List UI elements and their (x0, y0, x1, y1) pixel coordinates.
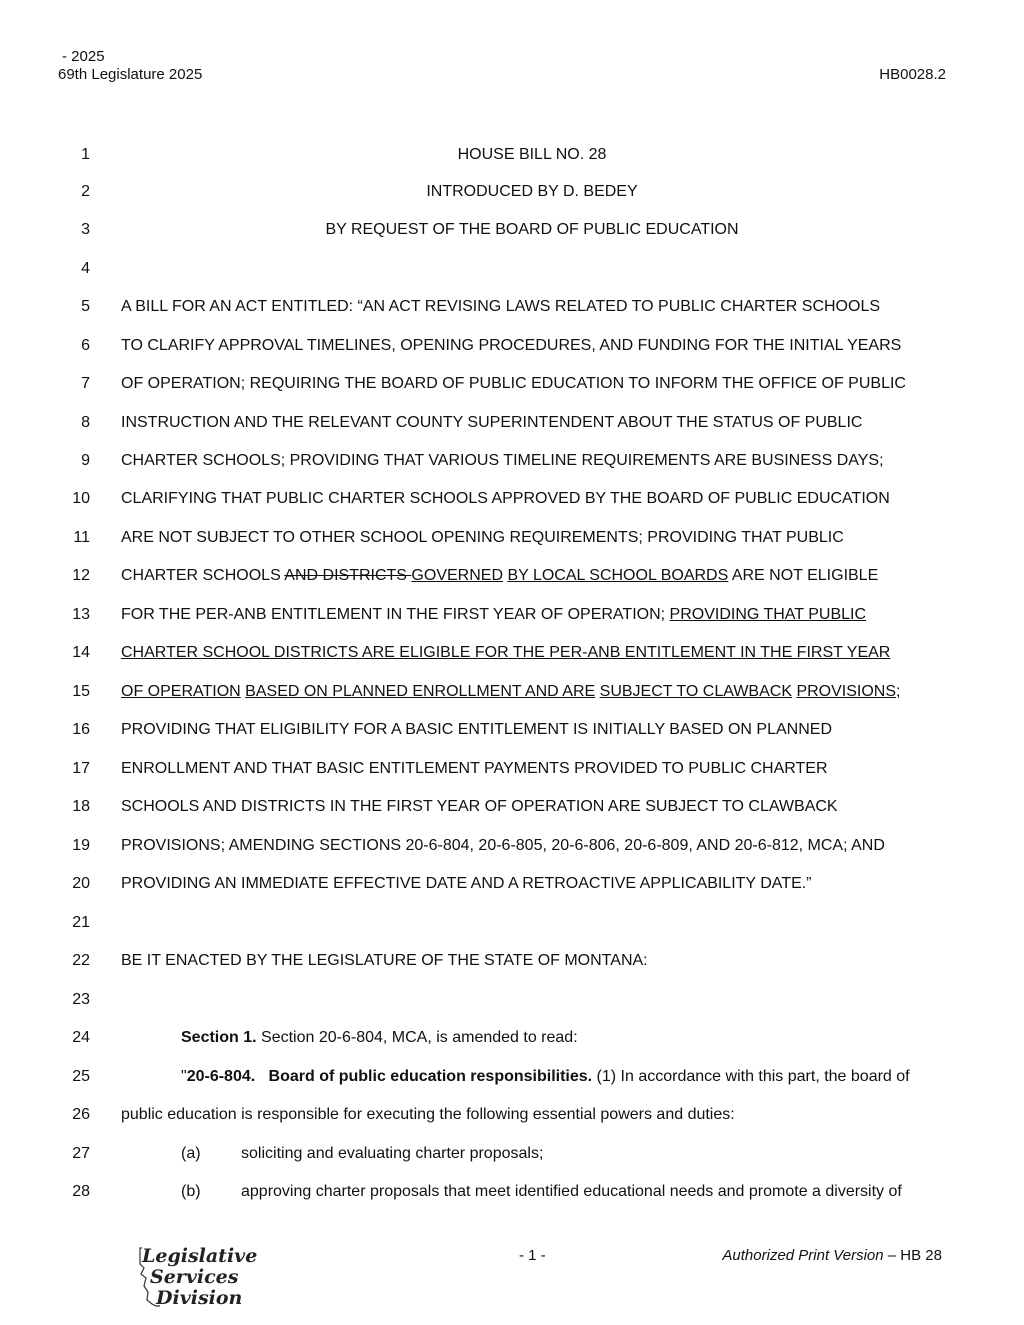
line-text (121, 566, 878, 586)
inserted-text: PROVISIONS; (796, 683, 901, 700)
statute-heading (181, 1067, 910, 1087)
line-text: INSTRUCTION AND THE RELEVANT COUNTY SUPERINTENDENT ABOUT THE STATUS OF PUBLIC (121, 414, 863, 431)
line-text: OF OPERATION; REQUIRING THE BOARD OF PUBLIC EDUCATION TO INFORM THE OFFICE OF PUBLIC (121, 375, 906, 392)
text-run: (1) In accordance with this part, the board of (592, 1068, 910, 1085)
line-number: 25 (72, 1068, 90, 1085)
line-number: 14 (72, 644, 90, 661)
text-run: ARE NOT ELIGIBLE (728, 567, 879, 584)
inserted-text: BY LOCAL SCHOOL BOARDS (507, 567, 729, 584)
line-text: PROVIDING AN IMMEDIATE EFFECTIVE DATE AND A RETROACTIVE APPLICABILITY DATE.” (121, 875, 812, 892)
line-text: SCHOOLS AND DISTRICTS IN THE FIRST YEAR OF OPERATION ARE SUBJECT TO CLAWBACK (121, 798, 838, 815)
line-text (121, 643, 890, 663)
line-1 (0, 145, 1024, 183)
text-run: soliciting and evaluating charter proposals; (241, 1145, 544, 1162)
line-2 (0, 182, 1024, 220)
legislative-services-logo (132, 1244, 258, 1314)
list-item (181, 1182, 902, 1202)
line-number: 5 (81, 298, 90, 315)
line-23 (0, 990, 1024, 1028)
text-run: CHARTER SCHOOLS (121, 567, 285, 584)
line-9 (0, 451, 1024, 489)
statute-title: 20-6-804. Board of public education responsibilities. (186, 1068, 593, 1085)
text-run: approving charter proposals that meet identified educational needs and promote a diversity of (241, 1183, 902, 1200)
line-number: 8 (81, 414, 90, 431)
line-text: BE IT ENACTED BY THE LEGISLATURE OF THE STATE OF MONTANA: (121, 952, 648, 969)
line-number: 4 (81, 260, 90, 277)
line-number: 23 (72, 991, 90, 1008)
inserted-text: SUBJECT TO CLAWBACK (599, 683, 792, 700)
line-20 (0, 874, 1024, 912)
logo-line-2: Services (150, 1266, 239, 1288)
line-text: TO CLARIFY APPROVAL TIMELINES, OPENING PROCEDURES, AND FUNDING FOR THE INITIAL YEARS (121, 337, 902, 354)
line-10 (0, 489, 1024, 527)
line-21 (0, 913, 1024, 951)
line-28 (0, 1182, 1024, 1220)
line-number: 19 (72, 837, 90, 854)
line-12 (0, 566, 1024, 604)
header-year-tag: - 2025 (62, 48, 105, 65)
line-number: 22 (72, 952, 90, 969)
line-number: 16 (72, 721, 90, 738)
line-27 (0, 1144, 1024, 1182)
text-run: " (181, 1068, 187, 1085)
text-run: FOR THE PER-ANB ENTITLEMENT IN THE FIRST YEAR OF OPERATION; (121, 606, 670, 623)
line-number: 28 (72, 1183, 90, 1200)
section-label: Section 1. (181, 1029, 257, 1046)
line-number: 18 (72, 798, 90, 815)
line-22 (0, 951, 1024, 989)
line-6 (0, 336, 1024, 374)
line-text: A BILL FOR AN ACT ENTITLED: “AN ACT REVISING LAWS RELATED TO PUBLIC CHARTER SCHOOLS (121, 298, 881, 315)
line-number: 27 (72, 1145, 90, 1162)
logo-line-3: Division (156, 1287, 243, 1309)
list-label: (a) (181, 1145, 201, 1162)
line-text: public education is responsible for executing the following essential powers and duties: (121, 1106, 735, 1123)
line-number: 24 (72, 1029, 90, 1046)
line-13 (0, 605, 1024, 643)
request-line: BY REQUEST OF THE BOARD OF PUBLIC EDUCATION (325, 221, 739, 238)
line-24 (0, 1028, 1024, 1066)
line-number: 17 (72, 760, 90, 777)
inserted-text: PROVIDING THAT PUBLIC (669, 606, 867, 623)
line-number: 1 (81, 146, 90, 163)
list-item (181, 1144, 543, 1164)
line-number: 13 (72, 606, 90, 623)
line-number: 10 (72, 490, 90, 507)
inserted-text: GOVERNED (411, 567, 503, 584)
line-text (121, 682, 900, 702)
line-number: 15 (72, 683, 90, 700)
line-15 (0, 682, 1024, 720)
section-heading (181, 1028, 578, 1048)
line-19 (0, 836, 1024, 874)
line-number: 7 (81, 375, 90, 392)
auth-italic: Authorized Print Version (722, 1247, 884, 1264)
line-7 (0, 374, 1024, 412)
line-text: PROVIDING THAT ELIGIBILITY FOR A BASIC ENTITLEMENT IS INITIALLY BASED ON PLANNED (121, 721, 833, 738)
line-3 (0, 220, 1024, 258)
line-text: PROVISIONS; AMENDING SECTIONS 20-6-804, 20-6-805, 20-6-806, 20-6-809, AND 20-6-812, MCA; AND (121, 837, 885, 854)
line-number: 26 (72, 1106, 90, 1123)
line-number: 11 (73, 529, 90, 546)
line-number: 21 (72, 914, 90, 931)
line-26 (0, 1105, 1024, 1143)
inserted-text: OF OPERATION (121, 683, 241, 700)
line-text (121, 605, 866, 625)
line-number: 2 (81, 183, 90, 200)
line-number: 12 (72, 567, 90, 584)
authorized-print-version (722, 1247, 942, 1264)
line-11 (0, 528, 1024, 566)
line-text: ENROLLMENT AND THAT BASIC ENTITLEMENT PAYMENTS PROVIDED TO PUBLIC CHARTER (121, 760, 828, 777)
list-label: (b) (181, 1183, 201, 1200)
line-17 (0, 759, 1024, 797)
line-text: ARE NOT SUBJECT TO OTHER SCHOOL OPENING REQUIREMENTS; PROVIDING THAT PUBLIC (121, 529, 844, 546)
line-4 (0, 259, 1024, 297)
struck-text: AND DISTRICTS (284, 567, 412, 584)
auth-rest: – HB 28 (883, 1247, 942, 1264)
line-8 (0, 413, 1024, 451)
line-text: CHARTER SCHOOLS; PROVIDING THAT VARIOUS TIMELINE REQUIREMENTS ARE BUSINESS DAYS; (121, 452, 884, 469)
line-16 (0, 720, 1024, 758)
line-number: 6 (81, 337, 90, 354)
line-text: CLARIFYING THAT PUBLIC CHARTER SCHOOLS APPROVED BY THE BOARD OF PUBLIC EDUCATION (121, 490, 890, 507)
line-18 (0, 797, 1024, 835)
inserted-text: CHARTER SCHOOL DISTRICTS ARE ELIGIBLE FOR THE PER-ANB ENTITLEMENT IN THE FIRST YEAR (121, 644, 891, 661)
line-number: 20 (72, 875, 90, 892)
page-number: - 1 - (519, 1247, 546, 1264)
bill-title: HOUSE BILL NO. 28 (457, 146, 607, 163)
line-5 (0, 297, 1024, 335)
line-14 (0, 643, 1024, 681)
logo-line-1: Legislative (142, 1245, 258, 1267)
line-number: 9 (81, 452, 90, 469)
introduced-by: INTRODUCED BY D. BEDEY (426, 183, 638, 200)
inserted-text: BASED ON PLANNED ENROLLMENT AND ARE (245, 683, 596, 700)
line-25 (0, 1067, 1024, 1105)
header-bill-code: HB0028.2 (879, 66, 946, 83)
line-number: 3 (81, 221, 90, 238)
header-legislature: 69th Legislature 2025 (58, 66, 203, 83)
text-run: Section 20-6-804, MCA, is amended to read: (256, 1029, 578, 1046)
